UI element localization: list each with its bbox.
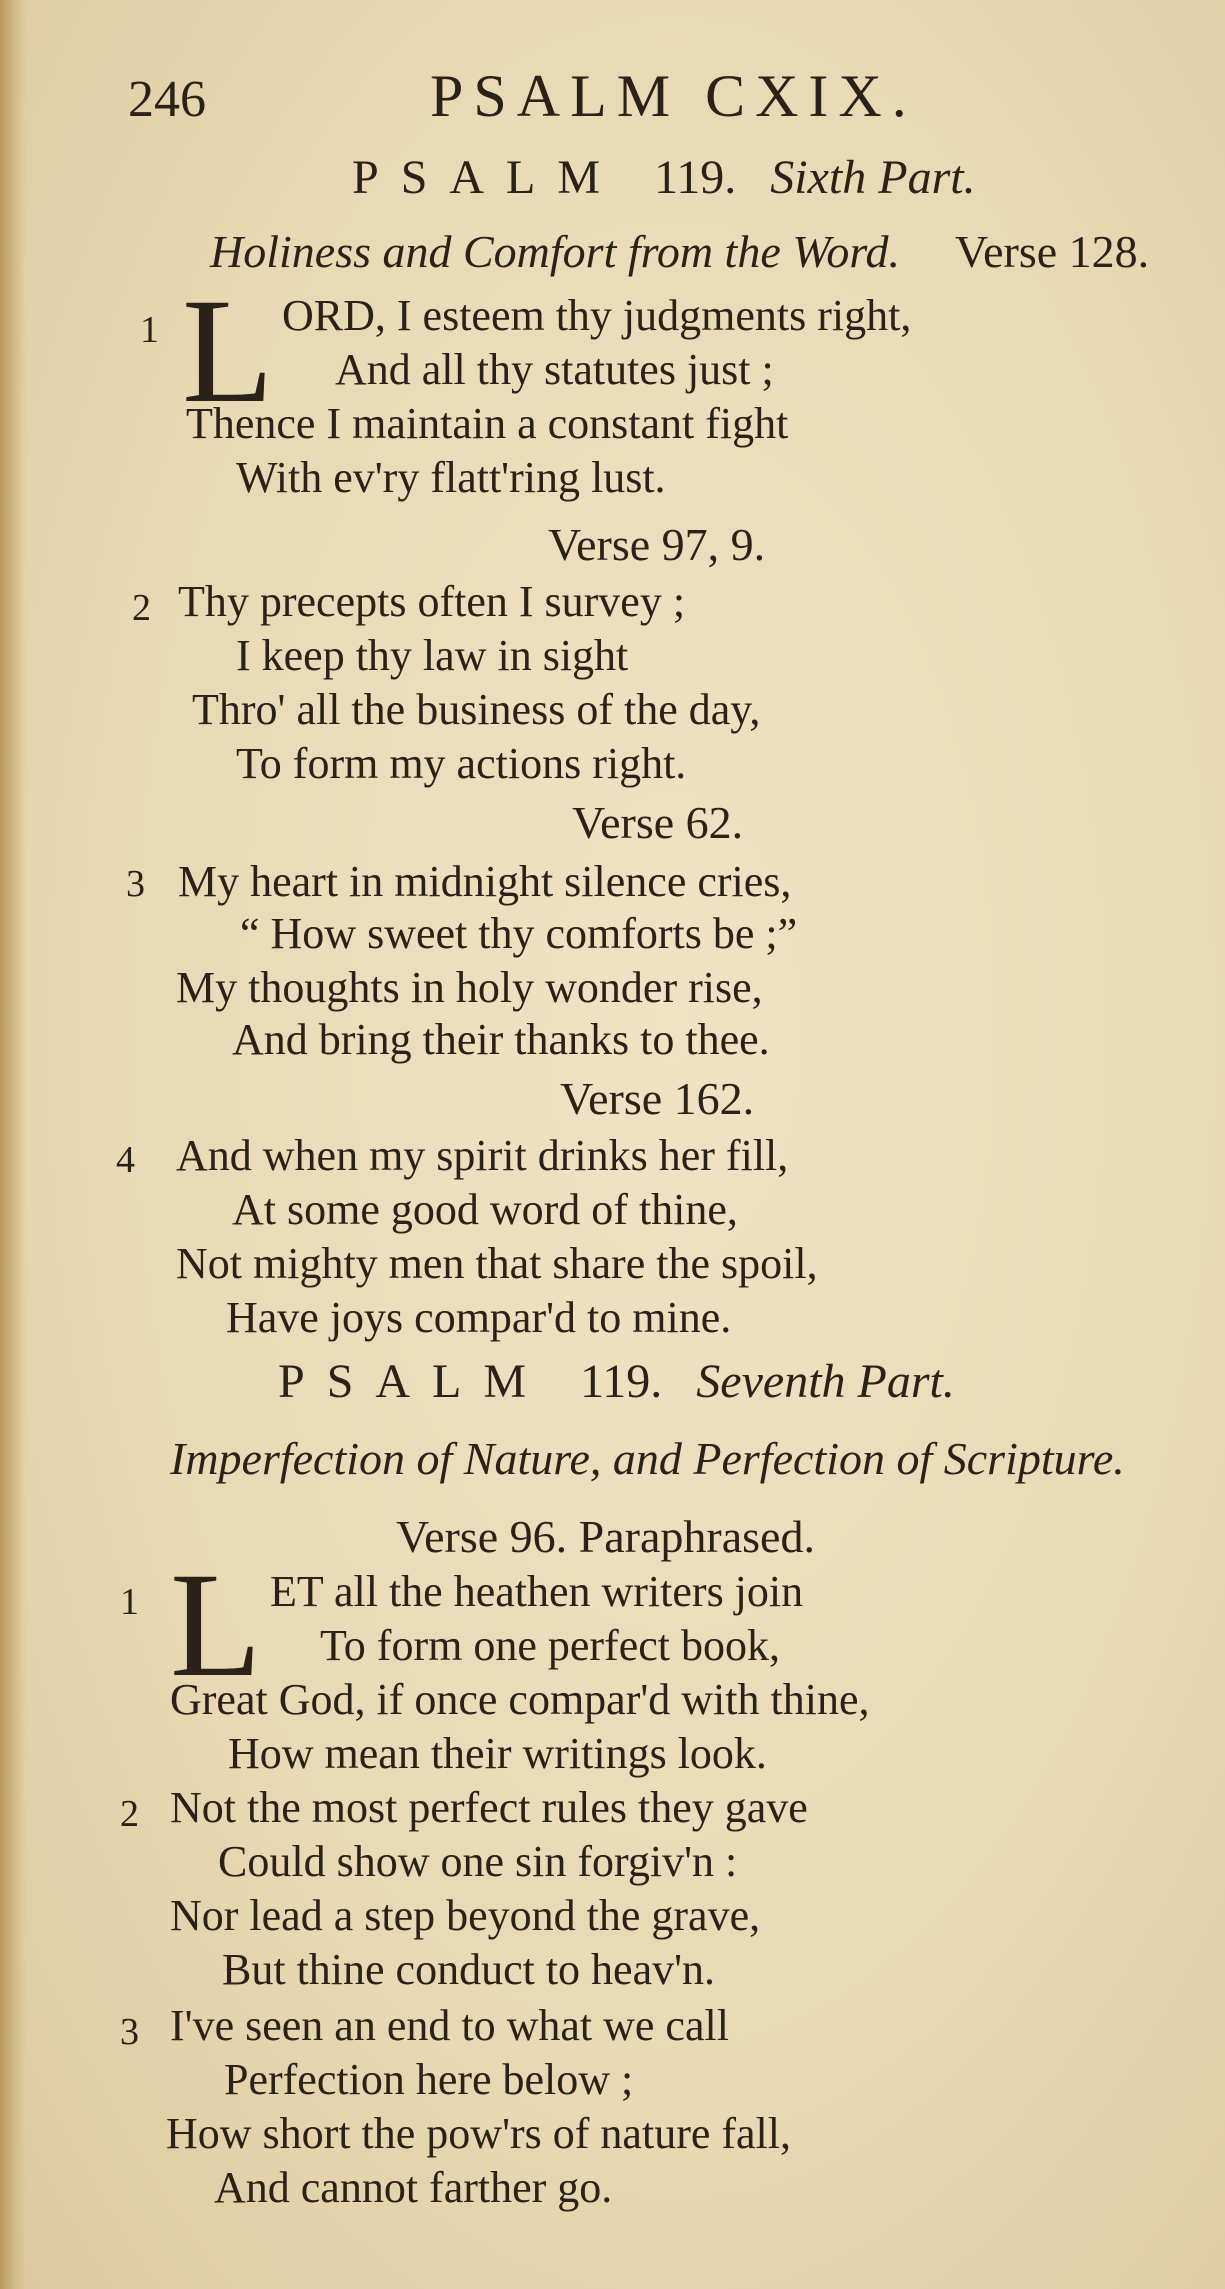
verse-line: Have joys compar'd to mine. (226, 1293, 732, 1342)
part7-verse-reference: Verse 96. Paraphrased. (396, 1511, 815, 1562)
stanza-number: 4 (116, 1139, 135, 1181)
verse-line: Perfection here below ; (224, 2055, 634, 2104)
verse-line: ORD, I esteem thy judgments right, (282, 291, 912, 340)
verse-line: Thy precepts often I survey ; (178, 577, 686, 626)
part6-subtitle-verse: Verse 128. (955, 226, 1150, 277)
verse-line: And all thy statutes just ; (335, 345, 774, 394)
verse-line: And cannot farther go. (214, 2163, 613, 2212)
verse-reference: Verse 97, 9. (548, 519, 766, 570)
part6-heading (352, 150, 976, 205)
part6-subtitle: Holiness and Comfort from the Word. (210, 226, 901, 277)
drop-cap: L (170, 1542, 262, 1708)
stanza-number: 1 (120, 1581, 139, 1623)
verse-reference: Verse 162. (560, 1073, 755, 1124)
verse-line: My heart in midnight silence cries, (178, 857, 792, 906)
verse-line: “ How sweet thy comforts be ;” (240, 909, 798, 958)
part7-heading-part: Seventh Part. (696, 1355, 955, 1408)
page-number: 246 (128, 71, 206, 128)
verse-line: With ev'ry flatt'ring lust. (236, 453, 666, 502)
drop-cap: L (182, 268, 274, 434)
stanza-number: 1 (140, 309, 159, 351)
part6-heading-part: Sixth Part. (770, 151, 976, 204)
verse-line: To form my actions right. (236, 739, 687, 788)
verse-line: Not mighty men that share the spoil, (176, 1239, 818, 1288)
part7-subtitle: Imperfection of Nature, and Perfection of Scripture. (170, 1433, 1125, 1484)
verse-line: Nor lead a step beyond the grave, (170, 1891, 761, 1940)
verse-line: How mean their writings look. (228, 1729, 767, 1778)
verse-line: And when my spirit drinks her fill, (176, 1131, 789, 1180)
verse-line: Great God, if once compar'd with thine, (170, 1675, 870, 1724)
stanza-number: 3 (120, 2011, 139, 2053)
part7-heading (278, 1354, 955, 1409)
part7-heading-number: 119. (580, 1355, 663, 1408)
part7-heading-psalm: PSALM (278, 1355, 549, 1408)
verse-line: But thine conduct to heav'n. (222, 1945, 716, 1994)
verse-line: I keep thy law in sight (236, 631, 629, 680)
verse-line: I've seen an end to what we call (170, 2001, 729, 2050)
part6-heading-number: 119. (654, 151, 737, 204)
page-binding-edge (0, 0, 26, 2289)
verse-line: And bring their thanks to thee. (232, 1015, 770, 1064)
verse-line: Thence I maintain a constant fight (186, 399, 789, 448)
verse-line: Thro' all the business of the day, (192, 685, 761, 734)
verse-line: Not the most perfect rules they gave (170, 1783, 808, 1832)
verse-line: Could show one sin forgiv'n : (218, 1837, 738, 1886)
verse-line: ET all the heathen writers join (270, 1567, 804, 1616)
verse-line: My thoughts in holy wonder rise, (176, 963, 763, 1012)
stanza-number: 2 (120, 1793, 139, 1835)
verse-line: How short the pow'rs of nature fall, (166, 2109, 792, 2158)
verse-line: To form one perfect book, (320, 1621, 780, 1670)
verse-line: At some good word of thine, (232, 1185, 738, 1234)
stanza-number: 2 (132, 587, 151, 629)
verse-reference: Verse 62. (572, 797, 744, 848)
part6-heading-psalm: PSALM (352, 151, 623, 204)
stanza-number: 3 (126, 863, 145, 905)
running-title: PSALM CXIX. (430, 63, 917, 129)
